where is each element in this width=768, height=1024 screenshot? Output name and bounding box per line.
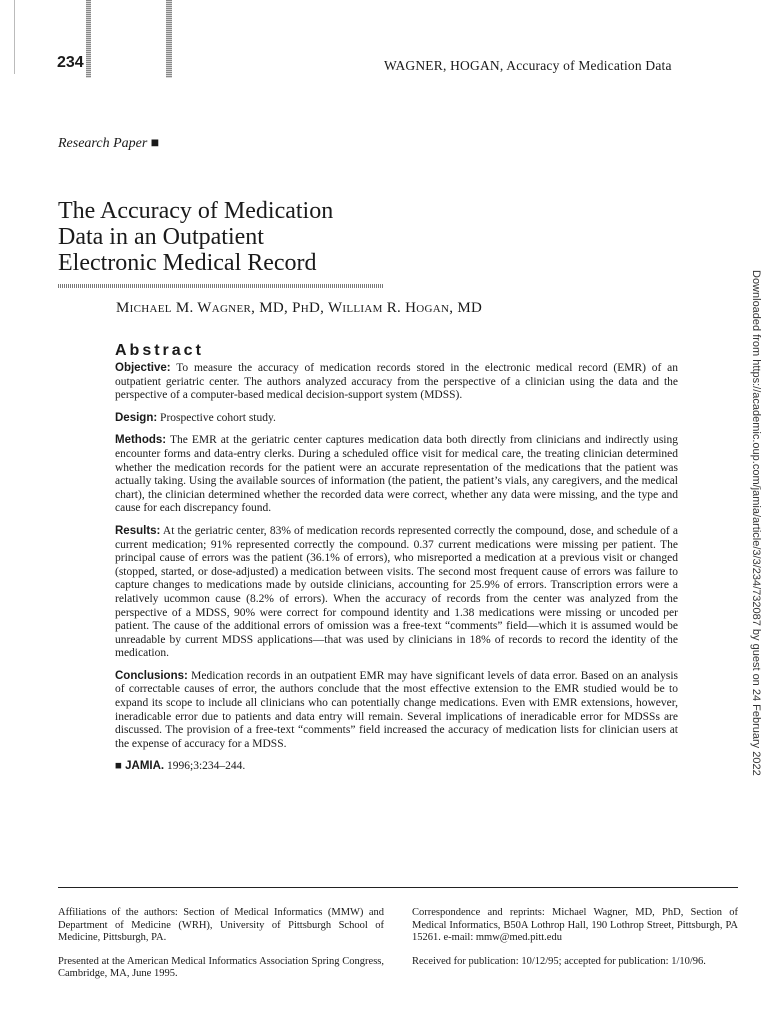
title-line: The Accuracy of Medication [58, 198, 334, 224]
authors: Michael M. Wagner, MD, PhD, William R. Hogan, MD [116, 300, 483, 316]
download-watermark [746, 270, 764, 776]
section-label-design: Design: [115, 411, 158, 424]
section-text: To measure the accuracy of medication records stored in the electronic medical record (EMR) of an outpatient geriatric center. The authors analyzed accuracy from the perspective of a clinician using the data and the perspective of a computer-based medical decision-support system (MDSS). [115, 362, 678, 402]
footnote-presented: Presented at the American Medical Informatics Association Spring Congress, Cambridge, MA, June 1995. [58, 955, 384, 979]
download-note-text: Downloaded from https://academic.oup.com/jamia/article/3/3/234/732087 by guest on 24 February 2022 [750, 270, 762, 776]
citation-ref: 1996;3:234–244. [167, 760, 246, 773]
title-line: Electronic Medical Record [58, 250, 317, 276]
citation-journal: ■ JAMIA. [115, 760, 165, 773]
title-rule [58, 284, 384, 288]
section-text: Medication records in an outpatient EMR may have significant levels of data error. Based on an analysis of correctable causes of error, the authors conclude that the most effective extension to the EMR studied would be to expand its scope to include all clinicians who can potentially change medications. Even with EMR extensions, however, ineradicable error due to patients and data entry will remain. Several implications of ineradicable error for MDSSs are discussed. The provision of a free-text “comments” field increased the accuracy of medication lists for clinician users at the expense of accuracy for a MDSS. [115, 669, 679, 750]
section-label-results: Results: [115, 524, 161, 537]
section-text: At the geriatric center, 83% of medication records represented correctly the compound, dose, and schedule of a current medication; 91% represented correctly the compound. 0.37 current medications were missing per patient. The principal cause of errors was the patient (36.1% of errors), who misreported a medication at a previous visit or changed (stopped, started, or dose-adjusted) a medication between visits. The second most frequent cause of errors was failure to capture changes to medications made by outside clinicians, accounting for 25.9% of errors. Transcription errors were a relatively ucommon cause (8.2% of errors). When the accuracy of records from the center was analyzed from the perspective of a MDSS, 90% were correct for compound identity and 1.38 medications were missing or uncoded per patient. The cause of the additional errors of omission was a free-text “comments” field—which it is assumed would be unreadable by current MDSS applications—that was used by clinicians in 18% of records to record the identity of the medication. [115, 524, 678, 660]
section-text: The EMR at the geriatric center captures medication data both directly from clinicians and indirectly using encounter forms and data-entry clerks. During a scheduled office visit for medical care, the treating clinician determined whether the medication records for the patient were an accurate representation of the medications that the patient was actually taking. Using the available sources of information (the patient, the patient’s vials, any caregivers, and the medical chart), the clinician determined whether the recorded data were correct, whether any data were missing, and the type and cause for each discrepancy found. [115, 434, 679, 515]
title-line: Data in an Outpatient [58, 224, 264, 250]
abstract-objective [115, 362, 678, 403]
footnote-affiliations: Affiliations of the authors: Section of Medical Informatics (MMW) and Department of Medicine (WRH), University of Pittsburgh School of Medicine, Pittsburgh, PA. [58, 907, 384, 943]
running-head: WAGNER, HOGAN, Accuracy of Medication Data [384, 58, 672, 73]
section-label-conclusions: Conclusions: [115, 669, 188, 682]
scan-artifact [166, 0, 172, 78]
footnotes-left [58, 907, 384, 992]
scan-artifact [14, 0, 15, 74]
footnote-received: Received for publication: 10/12/95; accepted for publication: 1/10/96. [412, 955, 706, 967]
section-text: Prospective cohort study. [160, 411, 276, 424]
scan-artifact [86, 0, 91, 78]
abstract-body [115, 362, 678, 783]
abstract-methods [115, 434, 678, 516]
citation [115, 760, 678, 774]
abstract-conclusions [115, 670, 678, 752]
page-number: 234 [57, 54, 84, 71]
section-label-methods: Methods: [115, 434, 167, 447]
abstract-heading: Abstract [115, 342, 204, 359]
section-label-objective: Objective: [115, 362, 171, 374]
footnotes-right [412, 907, 738, 979]
footnote-correspondence: Correspondence and reprints: Michael Wagner, MD, PhD, Section of Medical Informatics, B50A Lothrop Hall, 190 Lothrop Street, Pittsburgh, PA 15261. e-mail: mmw@med.pitt.edu [412, 907, 738, 943]
abstract-design [115, 412, 678, 426]
abstract-results [115, 525, 678, 661]
paper-title [58, 198, 478, 276]
footnote-divider [58, 887, 738, 888]
section-label: Research Paper ■ [58, 136, 160, 151]
